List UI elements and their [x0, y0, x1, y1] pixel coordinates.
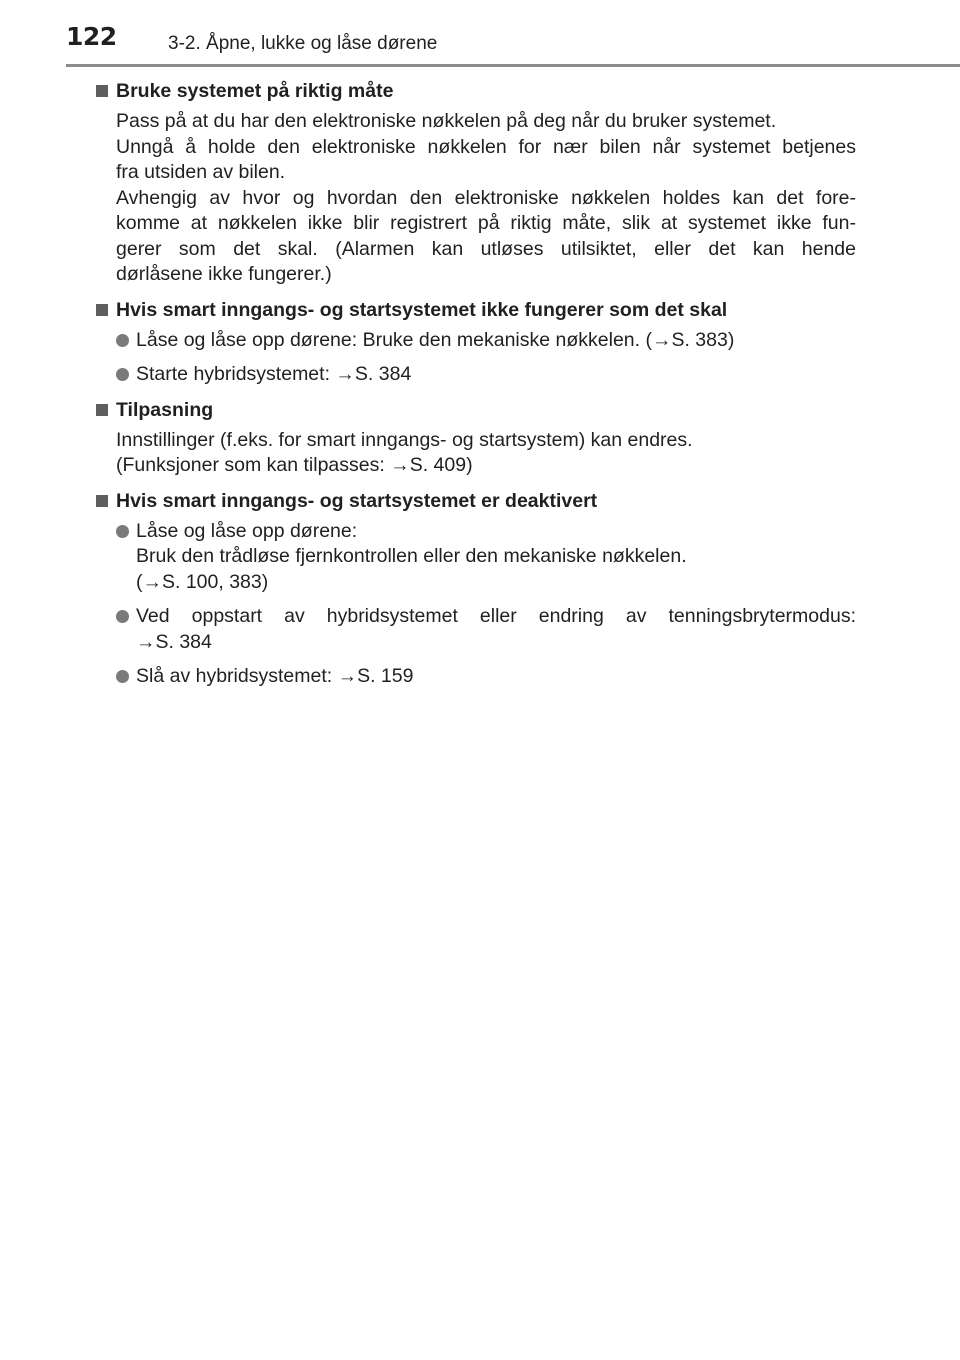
heading-text: Hvis smart inngangs- og startsystemet ikke fungerer som det skal: [116, 298, 728, 321]
list-item-line: (→S. 100, 383): [136, 570, 269, 593]
bullet-dot-icon: [116, 670, 129, 683]
section-using-system: [96, 79, 856, 288]
square-marker-icon: [96, 404, 108, 416]
page-number: 122: [66, 22, 117, 51]
paragraph: [116, 428, 856, 479]
paragraph: [116, 109, 856, 288]
section-not-working: [96, 298, 856, 388]
paragraph-line: fra utsiden av bilen.: [116, 161, 286, 183]
paragraph-line: gerer som det skal. (Alarmen kan utløses utilsiktet, eller det kan hende: [116, 237, 856, 260]
bullet-dot-icon: [116, 334, 129, 347]
square-marker-icon: [96, 495, 108, 507]
bullet-dot-icon: [116, 525, 129, 538]
list-item: [116, 362, 856, 388]
list-item: [116, 519, 856, 596]
square-marker-icon: [96, 304, 108, 316]
paragraph-line: dørlåsene ikke fungerer.): [116, 263, 332, 285]
paragraph-line: Avhengig av hvor og hvordan den elektroniske nøkkelen holdes kan det fore-: [116, 186, 856, 209]
heading-text: Tilpasning: [116, 398, 214, 421]
paragraph-line: (Funksjoner som kan tilpasses: →S. 409): [116, 454, 473, 476]
list-item-line: Låse og låse opp dørene:: [136, 519, 358, 542]
bullet-dot-icon: [116, 610, 129, 623]
list-item-line: →S. 384: [136, 630, 212, 653]
header-rule: [66, 64, 960, 67]
bullet-dot-icon: [116, 368, 129, 381]
paragraph-line: komme at nøkkelen ikke blir registrert på riktig måte, slik at systemet ikke fun-: [116, 212, 856, 234]
paragraph-line: Innstillinger (f.eks. for smart inngangs- og startsystem) kan endres.: [116, 428, 693, 451]
section-title: 3-2. Åpne, lukke og låse dørene: [168, 33, 438, 54]
list-item-line: Slå av hybridsystemet: →S. 159: [136, 665, 414, 687]
page-content: [96, 79, 856, 690]
page-header: [0, 0, 960, 70]
square-marker-icon: [96, 85, 108, 97]
list-item-line: Starte hybridsystemet: →S. 384: [136, 363, 412, 385]
section-heading: [96, 489, 856, 514]
section-heading: [96, 298, 856, 323]
section-deactivated: [96, 489, 856, 690]
heading-text: Hvis smart inngangs- og startsystemet er deaktivert: [116, 489, 598, 512]
section-heading: [96, 79, 856, 104]
list-item-line: Ved oppstart av hybridsystemet eller endring av tenningsbrytermodus:: [136, 605, 856, 627]
list-item: [116, 604, 856, 655]
section-customization: [96, 398, 856, 479]
list-item: [116, 328, 856, 354]
list-item-line: Bruk den trådløse fjernkontrollen eller den mekaniske nøkkelen.: [136, 545, 687, 567]
paragraph-line: Unngå å holde den elektroniske nøkkelen for nær bilen når systemet betjenes: [116, 135, 856, 158]
heading-text: Bruke systemet på riktig måte: [116, 80, 394, 102]
section-heading: [96, 398, 856, 423]
list-item-line: Låse og låse opp dørene: Bruke den mekaniske nøkkelen. (→S. 383): [136, 328, 735, 351]
paragraph-line: Pass på at du har den elektroniske nøkkelen på deg når du bruker systemet.: [116, 110, 777, 132]
list-item: [116, 664, 856, 690]
